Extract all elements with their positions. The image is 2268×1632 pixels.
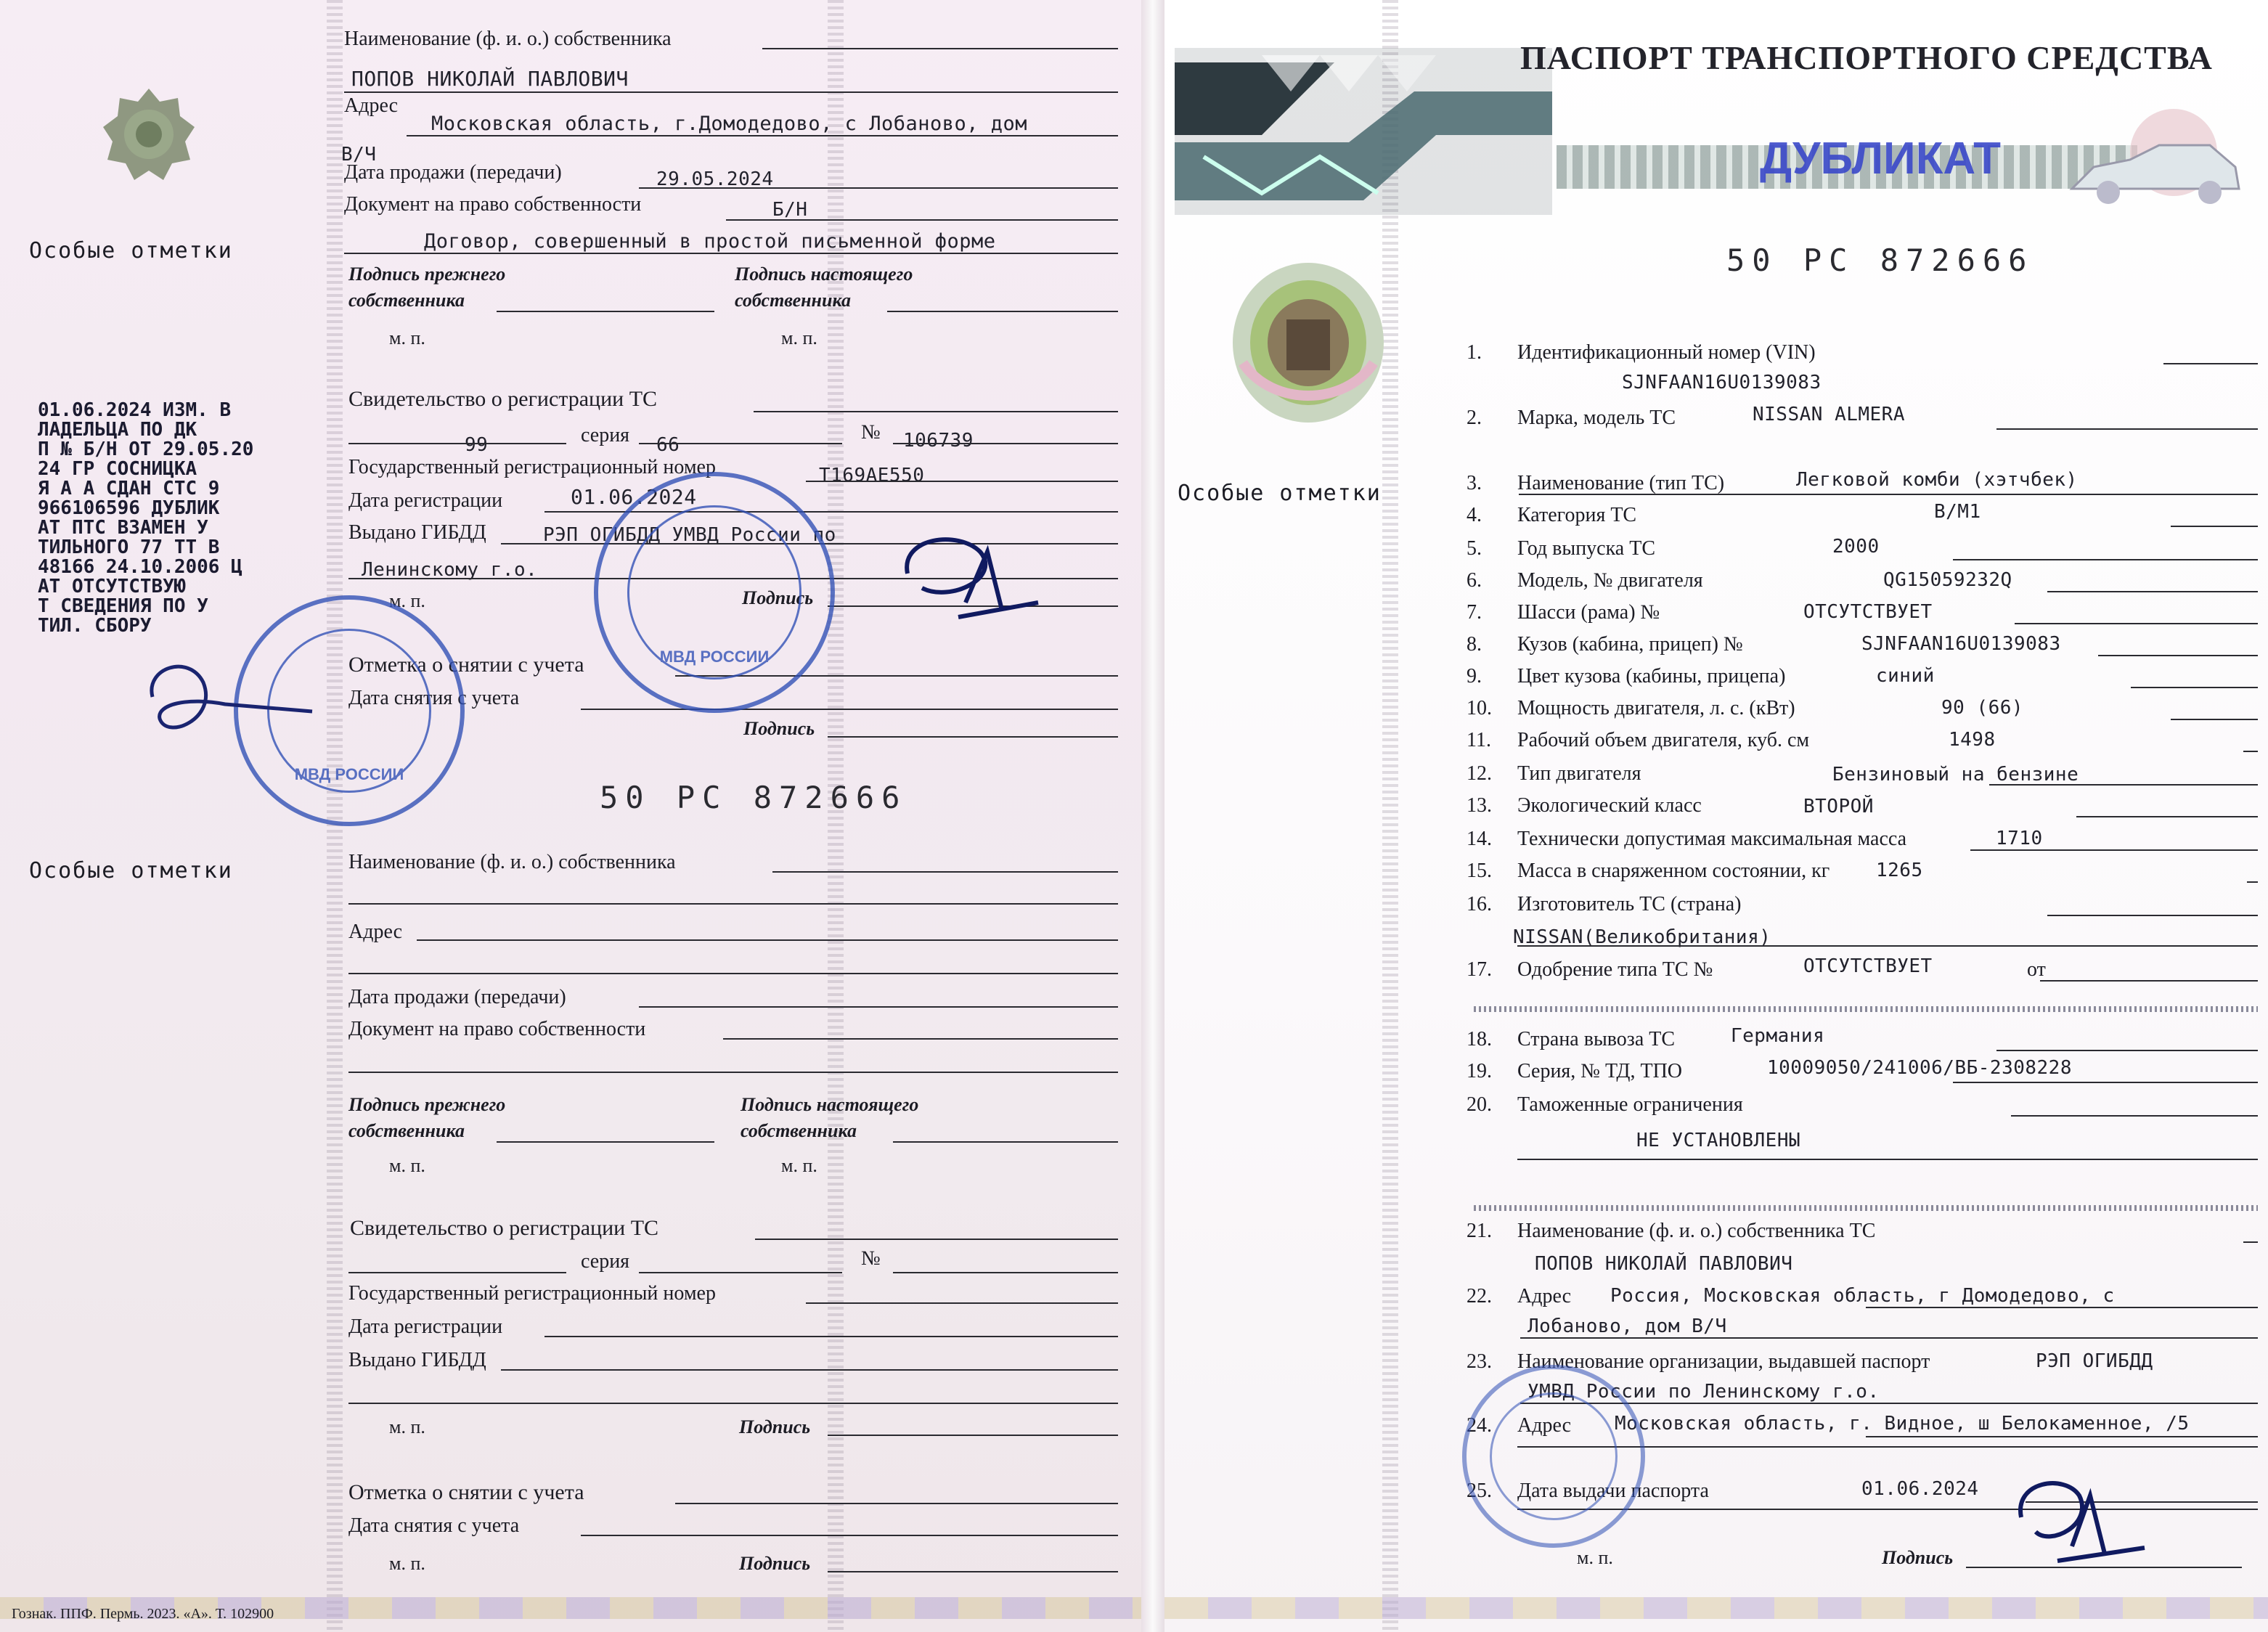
note-line: 966106596 ДУБЛИК	[38, 497, 220, 519]
serial-number: 50 РС 872666	[1726, 242, 2034, 278]
field-label: Наименование организации, выдавшей паспорт	[1517, 1350, 1930, 1373]
footer-imprint: Гознак. ППФ. Пермь. 2023. «А». Т. 102900	[12, 1606, 274, 1622]
line	[893, 1272, 1118, 1273]
line	[2098, 655, 2258, 656]
field-value: 1265	[1876, 860, 1923, 881]
field-value: ОТСУТСТВУЕТ	[1803, 601, 1933, 623]
line	[348, 1072, 1118, 1073]
field-value: Московская область, г. Видное, ш Белокаменное, /5	[1615, 1413, 2190, 1435]
field-value: НЕ УСТАНОВЛЕНЫ	[1636, 1130, 1801, 1151]
field-value: РЭП ОГИБДД	[2036, 1350, 2153, 1372]
line	[2131, 687, 2258, 688]
sale-date-label: Дата продажи (передачи)	[348, 986, 566, 1008]
official-stamp: МВД РОССИИ	[234, 595, 465, 826]
field-number: 23.	[1467, 1350, 1492, 1373]
note-line: Т СВЕДЕНИЯ ПО У	[38, 595, 208, 617]
field-value: 90 (66)	[1941, 697, 2024, 719]
line	[344, 91, 1118, 93]
line	[1866, 1307, 2258, 1308]
field-label: Экологический класс	[1517, 794, 1702, 817]
line	[2171, 526, 2258, 527]
field-value-2: Лобаново, дом В/Ч	[1527, 1315, 1727, 1337]
field-number: 9.	[1467, 665, 1482, 688]
line	[828, 1571, 1118, 1572]
separator	[1474, 1006, 2258, 1012]
line	[772, 871, 1118, 873]
address-label: Адрес	[344, 94, 399, 117]
line	[1866, 1436, 2258, 1437]
cert-series-prefix: 99	[465, 434, 489, 456]
separator	[1474, 1205, 2258, 1211]
field-value: SJNFAAN16U0139083	[1622, 372, 1822, 393]
cert-label: Свидетельство о регистрации ТС	[348, 387, 658, 411]
reg-date-label: Дата регистрации	[348, 1315, 503, 1338]
special-marks-label: Особые отметки	[29, 238, 233, 264]
mp-label: м. п.	[781, 1155, 817, 1176]
line	[407, 135, 1118, 136]
note-line: 48166 24.10.2006 Ц	[38, 556, 242, 578]
mp-label: м. п.	[389, 1553, 425, 1574]
line	[639, 1006, 1118, 1008]
owner-label: Наименование (ф. и. о.) собственника	[344, 28, 672, 50]
sig-prev-label-2: собственника	[348, 1120, 465, 1141]
line	[348, 443, 566, 444]
note-line: АТ ПТС ВЗАМЕН У	[38, 517, 208, 539]
signature	[893, 523, 1053, 632]
sig-prev-label-2: собственника	[348, 290, 465, 311]
doc-value: Б/Н	[772, 199, 808, 221]
issued-label: Выдано ГИБДД	[348, 521, 486, 544]
field-number: 24.	[1467, 1414, 1492, 1437]
field-label: Модель, № двигателя	[1517, 569, 1703, 592]
line	[893, 1141, 1118, 1143]
sale-date-label: Дата продажи (передачи)	[344, 161, 562, 184]
no-label: №	[861, 421, 881, 444]
line	[497, 1141, 714, 1143]
field-number: 8.	[1467, 633, 1482, 656]
field-number: 22.	[1467, 1285, 1492, 1307]
line	[754, 411, 1118, 412]
field-value: Россия, Московская область, г Домодедово, с	[1610, 1285, 2115, 1307]
field-label: Наименование (ф. и. о.) собственника ТС	[1517, 1220, 1876, 1242]
security-strip	[1382, 0, 1398, 1632]
cert-series: 66	[656, 434, 680, 456]
line	[417, 939, 1118, 941]
mp-label: м. п.	[781, 327, 817, 348]
field-label: Страна вывоза ТС	[1517, 1028, 1676, 1050]
sig-curr-label-2: собственника	[735, 290, 851, 311]
doc-value-2: Договор, совершенный в простой письменной форме	[424, 230, 996, 253]
field-number: 19.	[1467, 1060, 1492, 1082]
field-number: 20.	[1467, 1093, 1492, 1116]
line	[2243, 1241, 2258, 1243]
address-value: Московская область, г.Домодедово, с Лобаново, дом	[431, 113, 1028, 135]
field-number: 4.	[1467, 504, 1482, 526]
note-line: ТИЛЬНОГО 77 ТТ В	[38, 536, 220, 558]
field-number: 16.	[1467, 893, 1492, 915]
line	[501, 1369, 1118, 1371]
sig-prev-label: Подпись прежнего	[348, 1094, 506, 1115]
field-label: Категория ТС	[1517, 504, 1637, 526]
field-label: Дата выдачи паспорта	[1517, 1480, 1709, 1502]
field-label: Рабочий объем двигателя, куб. см	[1517, 729, 1810, 751]
field-number: 2.	[1467, 407, 1482, 429]
field-number: 13.	[1467, 794, 1492, 817]
field-label: Наименование (тип ТС)	[1517, 472, 1725, 494]
field-number: 14.	[1467, 828, 1492, 850]
note-line: ТИЛ. СБОРУ	[38, 615, 152, 637]
plate-value: Т169АЕ550	[819, 465, 925, 486]
field-label: Тип двигателя	[1517, 762, 1641, 785]
note-line: Я А А СДАН СТС 9	[38, 478, 220, 499]
field-number: 5.	[1467, 537, 1482, 560]
line	[828, 1435, 1118, 1436]
bottom-ornament	[1164, 1597, 2268, 1619]
removal-date-label: Дата снятия с учета	[348, 1514, 520, 1537]
rosette-emblem	[102, 87, 196, 181]
car-icon	[2065, 109, 2246, 218]
note-line: АТ ОТСУТСТВУЮ	[38, 576, 186, 597]
issued-value-2: Ленинскому г.о.	[362, 559, 538, 581]
sig-curr-label-2: собственника	[741, 1120, 857, 1141]
line	[1970, 849, 2258, 851]
field-number: 18.	[1467, 1028, 1492, 1050]
line	[806, 1302, 1118, 1304]
field-label: Технически допустимая максимальная масса	[1517, 828, 1907, 850]
removal-date-label: Дата снятия с учета	[348, 687, 520, 709]
field-value: NISSAN(Великобритания)	[1513, 926, 1771, 948]
line	[2047, 915, 2258, 916]
field-label: Изготовитель ТС (страна)	[1517, 893, 1742, 915]
plate-label: Государственный регистрационный номер	[348, 1282, 716, 1305]
owner-value: ПОПОВ НИКОЛАЙ ПАВЛОВИЧ	[351, 67, 629, 91]
field-number: 3.	[1467, 472, 1482, 494]
field-number: 10.	[1467, 697, 1492, 719]
line	[2171, 719, 2258, 720]
field-value: 10009050/241006/ВБ-2308228	[1767, 1057, 2072, 1079]
field-label: Одобрение типа ТС №	[1517, 958, 1713, 981]
field-label: Серия, № ТД, ТПО	[1517, 1060, 1683, 1082]
line	[762, 48, 1118, 49]
field-value: В/М1	[1934, 501, 1981, 523]
line	[2047, 591, 2258, 592]
passport-title: ПАСПОРТ ТРАНСПОРТНОГО СРЕДСТВА	[1520, 39, 2213, 76]
field-value: ПОПОВ НИКОЛАЙ ПАВЛОВИЧ	[1535, 1253, 1793, 1275]
header-banner	[1175, 48, 1552, 215]
line	[726, 219, 1118, 221]
field-label: Адрес	[1517, 1414, 1572, 1437]
mp-label: м. п.	[1577, 1547, 1613, 1568]
field-value: Бензиновый на бензине	[1832, 764, 2079, 786]
field-suffix: от	[2027, 958, 2046, 981]
line	[2247, 881, 2258, 883]
field-value: Легковой комби (хэтчбек)	[1796, 469, 2078, 491]
field-label: Шасси (рама) №	[1517, 601, 1660, 624]
reg-date-value: 01.06.2024	[571, 485, 697, 509]
duplicate-stamp: ДУБЛИКАТ	[1760, 134, 2001, 184]
line	[1520, 1337, 2258, 1339]
line	[2040, 980, 2258, 982]
line	[581, 709, 1118, 710]
field-number: 1.	[1467, 341, 1482, 364]
mp-label: м. п.	[389, 1416, 425, 1437]
field-value: SJNFAAN16U0139083	[1861, 633, 2061, 655]
hologram-emblem	[1228, 261, 1388, 428]
line	[828, 736, 1118, 738]
line	[1519, 494, 2258, 495]
line	[2076, 816, 2258, 817]
field-label: Адрес	[1517, 1285, 1572, 1307]
field-number: 7.	[1467, 601, 1482, 624]
field-value: NISSAN ALMERA	[1753, 404, 1905, 425]
line	[1953, 559, 2258, 560]
signature-label: Подпись	[1882, 1547, 1954, 1568]
special-marks-label: Особые отметки	[1178, 481, 1382, 506]
field-label: Идентификационный номер (VIN)	[1517, 341, 1816, 364]
field-label: Год выпуска ТС	[1517, 537, 1655, 560]
no-label: №	[861, 1247, 881, 1270]
special-marks-label: Особые отметки	[29, 858, 233, 884]
field-value: синий	[1876, 665, 1935, 687]
signature-label: Подпись	[739, 1416, 811, 1437]
line	[755, 1239, 1118, 1240]
field-label: Марка, модель ТС	[1517, 407, 1676, 429]
line	[893, 443, 1118, 444]
field-label: Таможенные ограничения	[1517, 1093, 1743, 1116]
reg-date-label: Дата регистрации	[348, 489, 503, 512]
line	[581, 1535, 1118, 1536]
doc-label: Документ на право собственности	[348, 1018, 646, 1040]
field-value: QG15059232Q	[1883, 569, 2012, 591]
line	[1996, 428, 2258, 430]
removal-label: Отметка о снятии с учета	[348, 1480, 584, 1504]
page-gutter	[1141, 0, 1164, 1632]
mp-label: м. п.	[389, 327, 425, 348]
field-label: Кузов (кабина, прицеп) №	[1517, 633, 1743, 656]
signature	[138, 639, 327, 755]
line	[2243, 751, 2258, 752]
note-line: 24 ГР СОСНИЦКА	[38, 458, 197, 480]
field-number: 25.	[1467, 1480, 1492, 1502]
field-number: 12.	[1467, 762, 1492, 785]
line	[1517, 1159, 2258, 1160]
sale-date-value: 29.05.2024	[656, 168, 774, 190]
owner-label: Наименование (ф. и. о.) собственника	[348, 851, 676, 873]
field-label: Масса в снаряженном состоянии, кг	[1517, 860, 1830, 882]
line	[2015, 623, 2258, 624]
field-number: 11.	[1467, 729, 1491, 751]
field-number: 21.	[1467, 1220, 1492, 1242]
field-value: ОТСУТСТВУЕТ	[1803, 955, 1933, 977]
signature-label: Подпись	[742, 587, 814, 608]
line	[544, 1336, 1118, 1337]
field-number: 15.	[1467, 860, 1492, 882]
signature-label: Подпись	[739, 1553, 811, 1574]
address-label: Адрес	[348, 921, 403, 943]
address-value-2: В/Ч	[341, 144, 377, 166]
official-stamp	[1462, 1365, 1645, 1548]
line	[639, 1272, 842, 1273]
field-number: 17.	[1467, 958, 1492, 981]
line	[675, 1503, 1118, 1504]
note-line: ЛАДЕЛЬЦА ПО ДК	[38, 419, 197, 441]
field-value: 1498	[1949, 729, 1996, 751]
line	[348, 903, 1118, 905]
line	[348, 1272, 566, 1273]
field-value: 01.06.2024	[1861, 1478, 1979, 1500]
line	[348, 973, 1118, 974]
line	[639, 187, 1118, 189]
field-label: Цвет кузова (кабины, прицепа)	[1517, 665, 1786, 688]
mp-label: м. п.	[389, 590, 425, 611]
line	[1996, 1050, 2258, 1051]
line	[1953, 1082, 2258, 1083]
line	[806, 481, 1118, 482]
line	[1517, 945, 2258, 947]
note-line: П № Б/Н ОТ 29.05.20	[38, 438, 254, 460]
line	[344, 253, 1118, 254]
sig-prev-label: Подпись прежнего	[348, 264, 506, 285]
field-value: 2000	[1832, 536, 1880, 558]
line	[2163, 363, 2258, 364]
removal-label: Отметка о снятии с учета	[348, 653, 584, 677]
field-label: Мощность двигателя, л. с. (кВт)	[1517, 697, 1795, 719]
right-page	[1164, 0, 2268, 1632]
sig-curr-label: Подпись настоящего	[741, 1094, 919, 1115]
line	[2011, 1115, 2258, 1117]
series-label: серия	[581, 1250, 630, 1273]
note-line: 01.06.2024 ИЗМ. В	[38, 399, 232, 421]
field-value-2: УМВД России по Ленинскому г.о.	[1527, 1381, 1880, 1403]
cert-label: Свидетельство о регистрации ТС	[350, 1216, 659, 1240]
field-value: ВТОРОЙ	[1803, 796, 1874, 817]
signature-label: Подпись	[743, 718, 815, 739]
line	[723, 1038, 1118, 1040]
cert-number: 106739	[903, 430, 974, 452]
handwritten-notes	[38, 401, 253, 636]
field-value: 1710	[1996, 828, 2043, 849]
line	[887, 311, 1118, 312]
official-stamp: МВД РОССИИ	[594, 472, 835, 713]
issued-value: РЭП ОГИБДД УМВД России по	[543, 524, 836, 546]
field-value: Германия	[1731, 1025, 1825, 1047]
plate-label: Государственный регистрационный номер	[348, 456, 716, 478]
line	[348, 1403, 1118, 1404]
sig-curr-label: Подпись настоящего	[735, 264, 913, 285]
mp-label: м. п.	[389, 1155, 425, 1176]
doc-label: Документ на право собственности	[344, 193, 642, 216]
page-number: 50 РС 872666	[600, 780, 907, 815]
line	[497, 311, 714, 312]
issued-label: Выдано ГИБДД	[348, 1349, 486, 1371]
line	[639, 443, 842, 444]
line	[1520, 1403, 2258, 1404]
series-label: серия	[581, 424, 630, 446]
signature	[1999, 1466, 2159, 1575]
field-number: 6.	[1467, 569, 1482, 592]
